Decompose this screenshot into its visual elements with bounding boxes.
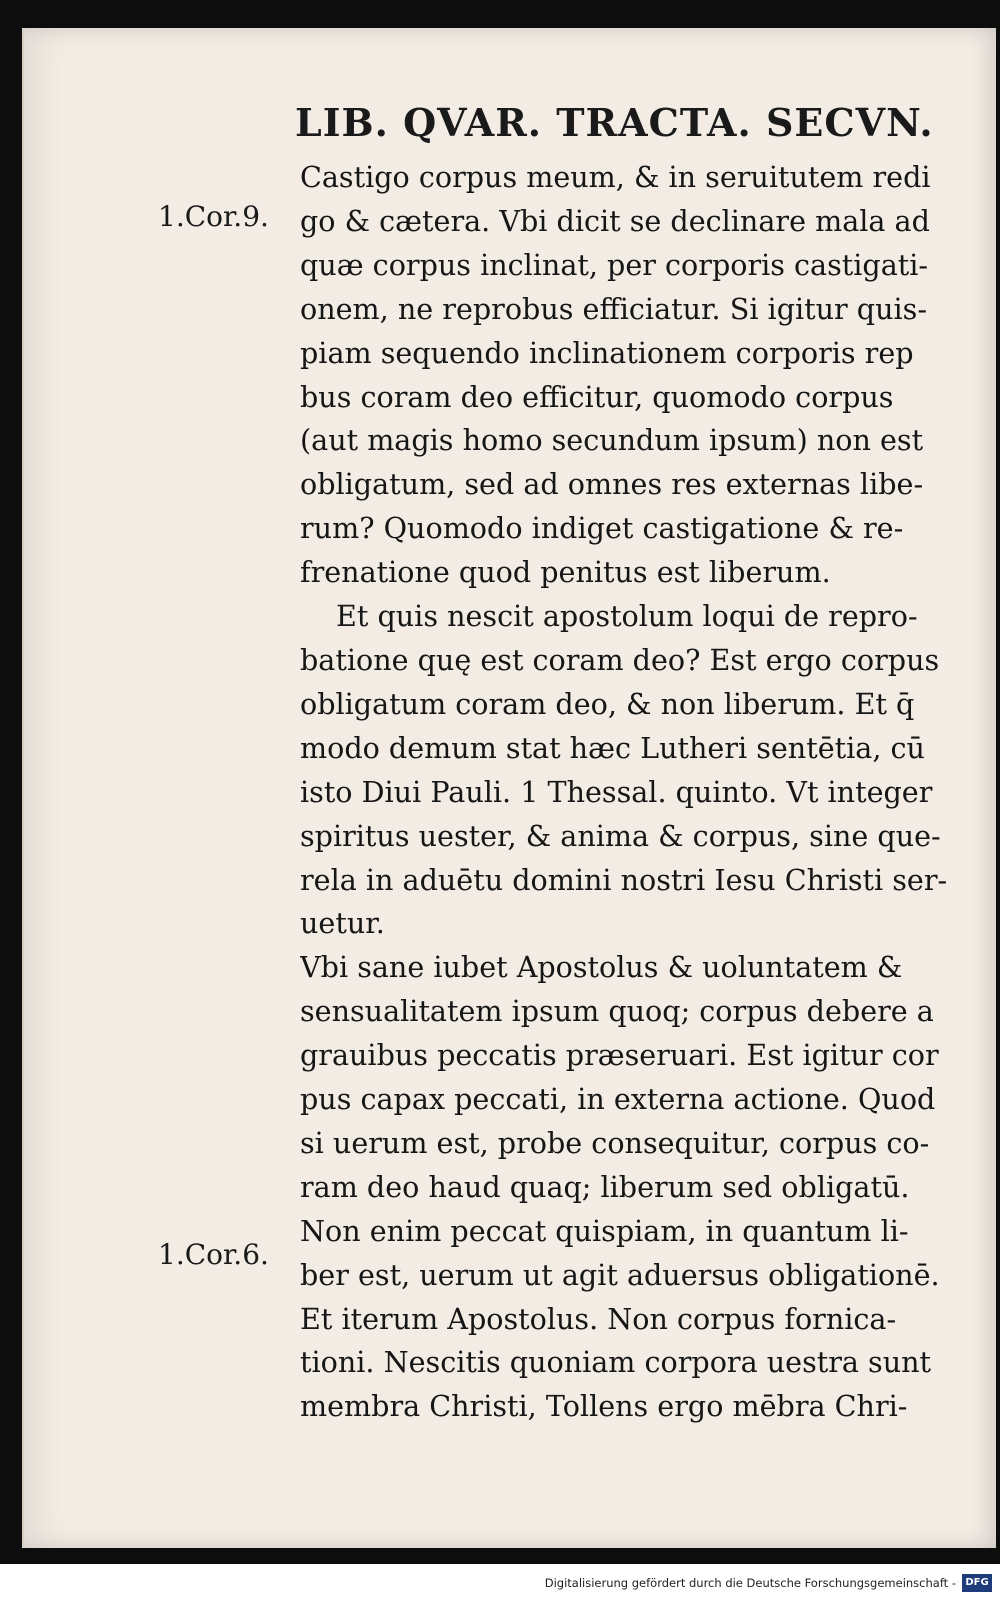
text-line: rela in aduētu domini nostri Iesu Christi ser-	[300, 862, 948, 897]
text-line: grauibus peccatis præseruari. Est igitur cor	[300, 1038, 939, 1073]
text-line: ber est, uerum ut agit aduersus obligationē.	[300, 1257, 940, 1292]
text-line: go & cætera. Vbi dicit se declinare mala ad	[300, 203, 930, 238]
text-line: Et quis nescit apostolum loqui de repro-	[336, 599, 918, 634]
text-line: membra Christi, Tollens ergo mēbra Chri-	[300, 1389, 908, 1424]
funding-note: Digitalisierung gefördert durch die Deutsche Forschungsgemeinschaft -	[544, 1576, 956, 1590]
text-line: frenatione quod penitus est liberum.	[300, 555, 831, 590]
text-line: isto Diui Pauli. 1 Thessal. quinto. Vt integer	[300, 774, 933, 809]
text-line: Non enim peccat quispiam, in quantum li-	[300, 1213, 909, 1248]
text-line: si uerum est, probe consequitur, corpus co-	[300, 1125, 930, 1160]
text-line: tioni. Nescitis quoniam corpora uestra sunt	[300, 1345, 932, 1380]
marginal-note-1cor9: 1.Cor.9.	[158, 200, 269, 233]
body-text	[300, 156, 960, 1429]
text-line: Vbi sane iubet Apostolus & uoluntatem &	[300, 950, 903, 985]
text-line: quæ corpus inclinat, per corporis castigati-	[300, 247, 929, 282]
text-line: Et iterum Apostolus. Non corpus fornica-	[300, 1301, 897, 1336]
text-line: modo demum stat hæc Lutheri sentētia, cū	[300, 730, 925, 765]
running-header: LIB. QVAR. TRACTA. SECVN.	[295, 100, 934, 145]
text-line: obligatum coram deo, & non liberum. Et q̄	[300, 686, 915, 721]
text-line: rum? Quomodo indiget castigatione & re-	[300, 511, 904, 546]
text-line: obligatum, sed ad omnes res externas libe-	[300, 467, 924, 502]
text-line: piam sequendo inclinationem corporis rep	[300, 335, 914, 370]
marginal-note-1cor6: 1.Cor.6.	[158, 1238, 269, 1271]
text-line: (aut magis homo secundum ipsum) non est	[300, 423, 924, 458]
text-line: bus coram deo efficitur, quomodo corpus	[300, 379, 894, 414]
text-line: uetur.	[300, 906, 385, 941]
text-line: pus capax peccati, in externa actione. Quod	[300, 1082, 936, 1117]
dfg-logo: DFG	[962, 1574, 992, 1592]
text-line: batione quę est coram deo? Est ergo corpus	[300, 642, 940, 677]
text-line: spiritus uester, & anima & corpus, sine que-	[300, 818, 941, 853]
text-line: onem, ne reprobus efficiatur. Si igitur quis-	[300, 291, 928, 326]
text-line: sensualitatem ipsum quoq; corpus debere a	[300, 994, 934, 1029]
text-line: Castigo corpus meum, & in seruitutem redi	[300, 160, 931, 194]
text-line: ram deo haud quaq; liberum sed obligatū.	[300, 1169, 910, 1204]
